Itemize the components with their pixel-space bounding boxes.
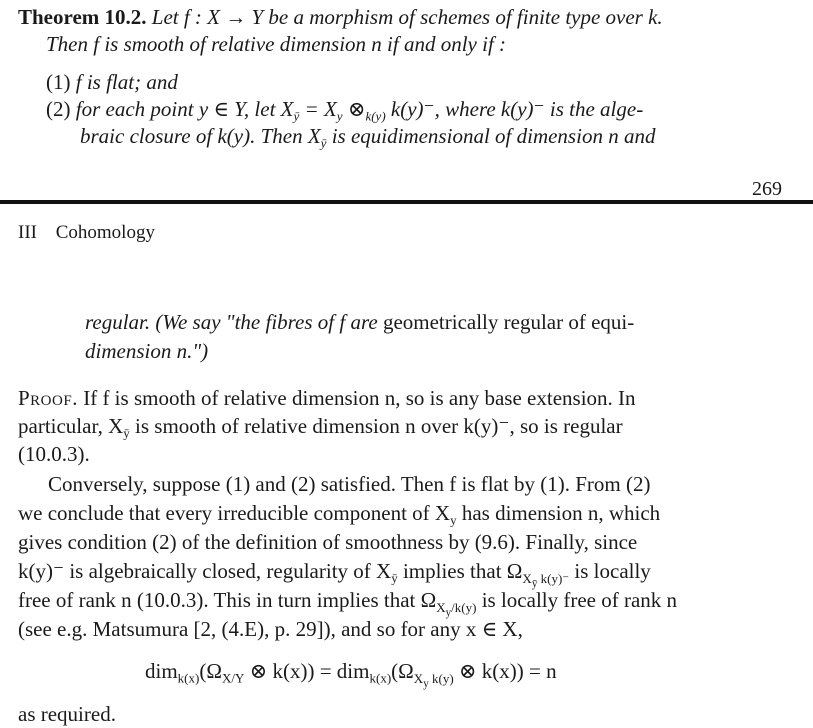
theorem-item-2: (2) for each point y ∈ Y, let $X_ȳ = X_y$ $\otimes_{k(y)}$ k(y)⁻, where k(y)⁻ is the alge- — [46, 97, 644, 124]
proof-line-4: Conversely, suppose (1) and (2) satisfied. Then f is flat by (1). From (2) — [48, 472, 651, 496]
proof-label: Proof. — [18, 386, 78, 410]
page-number: 269 — [752, 178, 782, 200]
proof-line-2: particular, $X_ȳ$ is smooth of relative dimension n over k(y)⁻, so is regular — [18, 414, 623, 441]
proof-line-5: we conclude that every irreducible component of $X_y$ has dimension n, which — [18, 501, 661, 528]
display-formula: $dim_{k(x)}(\Omega_{X/Y}$ ⊗ $k(x)) = dim_{k(x)}(\Omega_{X_y k(y)}$ ⊗ k(x)) = n — [145, 659, 557, 690]
proof-line-3: (10.0.3). — [18, 442, 90, 466]
proof-line-9: (see e.g. Matsumura [2, (4.E), p. 29]), and so for any x ∈ X, — [18, 617, 523, 641]
chapter-number: III — [18, 222, 37, 243]
theorem-label: Theorem 10.2. — [18, 5, 147, 29]
proof-line-7: k(y)⁻ is algebraically closed, regularity of $X_ȳ$ implies that $\Omega_{X_ȳ k(y)^-}$ is locally — [18, 559, 651, 590]
theorem-item-1: (1) f is flat; and — [46, 70, 178, 94]
page-break-rule — [0, 200, 813, 204]
proof-line-6: gives condition (2) of the definition of smoothness by (9.6). Finally, since — [18, 530, 638, 554]
proof-end: as required. — [18, 702, 116, 726]
proof-line-1: Proof. If f is smooth of relative dimension n, so is any base extension. In — [18, 386, 636, 410]
theorem-line-2: Then f is smooth of relative dimension n if and only if : — [46, 32, 507, 56]
theorem-item-2-line-2: braic closure of k(y). Then $X_ȳ$ is equidimensional of dimension n and — [80, 124, 656, 151]
proof-line-8: free of rank n (10.0.3). This in turn implies that $\Omega_{X_y/k(y)}$ is locally free of rank n — [18, 588, 678, 619]
continuation-line-1: regular. (We say "the fibres of f are geometrically regular of equi- — [85, 310, 635, 334]
running-head — [18, 222, 155, 244]
theorem-line-1: Theorem 10.2. Let f : X → Y be a morphism of schemes of finite type over k. — [18, 5, 663, 29]
chapter-title: Cohomology — [55, 222, 155, 243]
continuation-line-2: dimension n.") — [85, 339, 209, 363]
